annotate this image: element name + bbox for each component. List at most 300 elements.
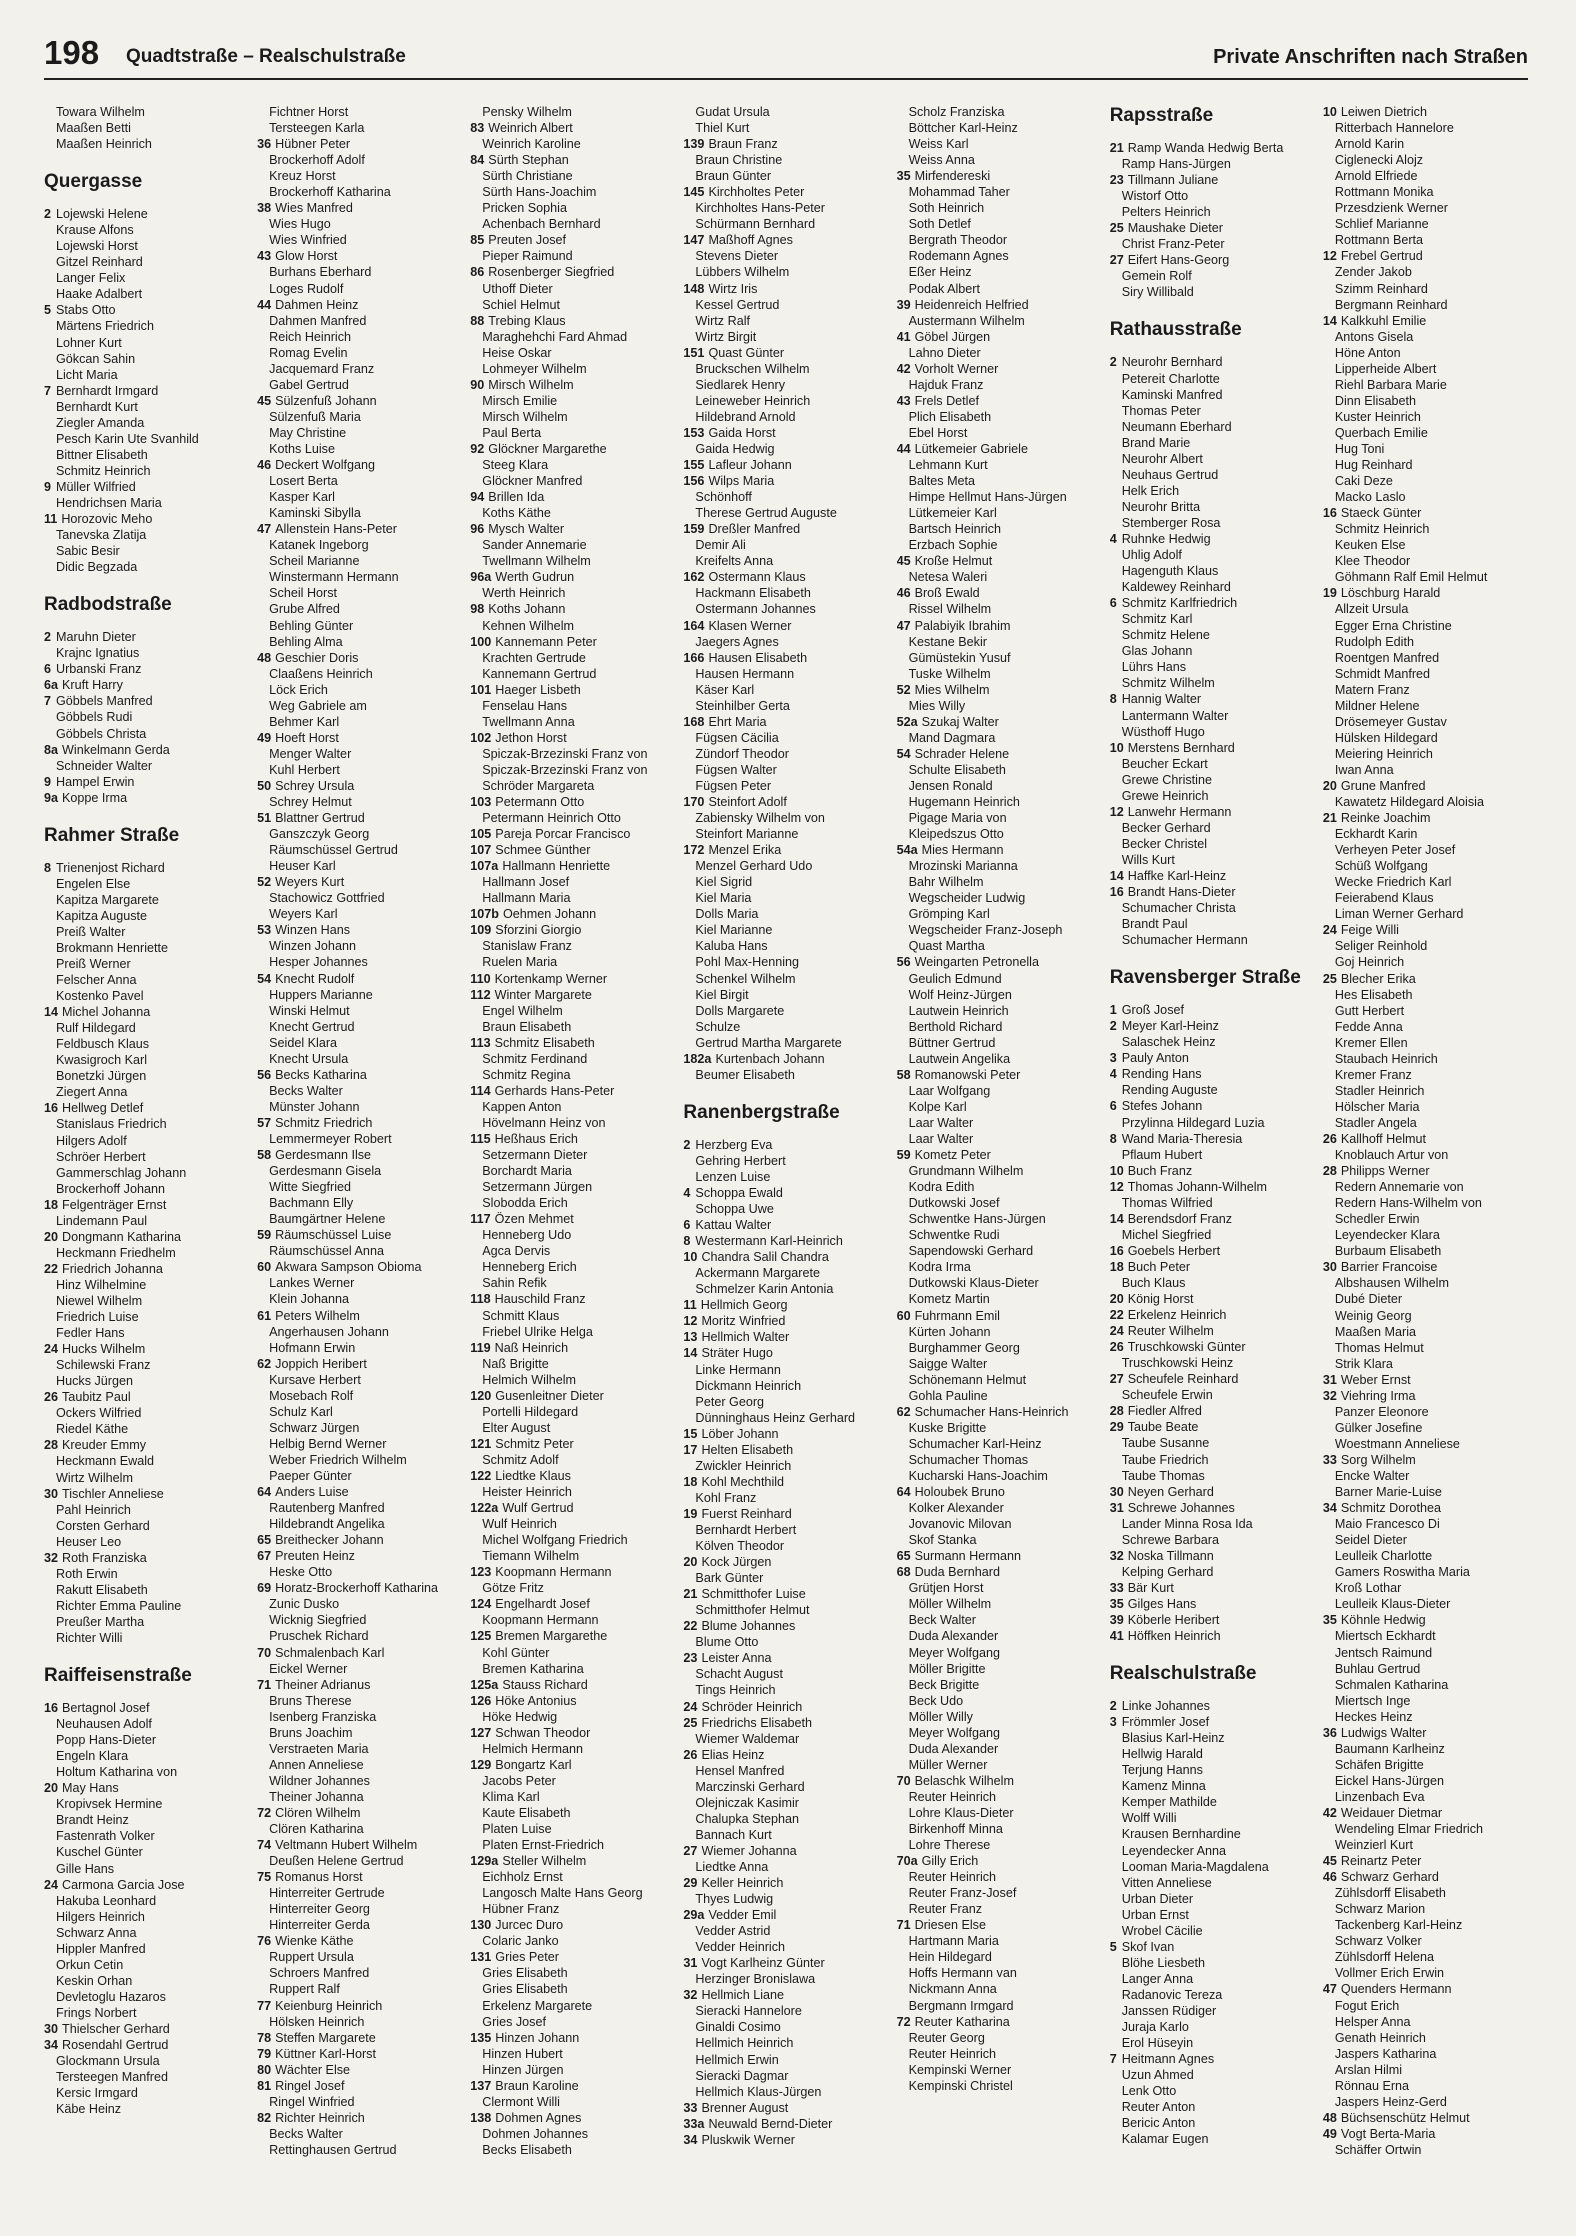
house-number: 30 (44, 2021, 59, 2036)
resident-name: Brenner August (701, 2100, 789, 2115)
house-number: 30 (1109, 1484, 1124, 1499)
resident-name: Kannemann Gertrud (482, 666, 597, 681)
resident-name: Kodra Irma (908, 1260, 971, 1275)
resident-entry (1110, 1891, 1315, 1907)
resident-name: Neurohr Albert (1121, 451, 1203, 466)
resident-name: Winter Margarete (494, 987, 592, 1002)
resident-name: Orkun Cetin (56, 1957, 124, 1972)
resident-name: Palabiyik Ibrahim (914, 618, 1011, 633)
resident-name: Meyer Wolfgang (908, 1725, 1001, 1740)
resident-entry (1323, 1885, 1528, 1901)
resident-name: Reuter Heinrich (908, 1789, 997, 1804)
resident-name: Kreifelts Anna (695, 554, 774, 569)
resident-name: Dutkowski Klaus-Dieter (908, 1276, 1039, 1291)
resident-entry (44, 1020, 249, 1036)
resident-name: Kreuz Horst (269, 169, 336, 184)
resident-name: Göbbels Manfred (56, 694, 153, 709)
resident-entry (257, 441, 462, 457)
resident-name: Wecke Friedrich Karl (1334, 875, 1452, 890)
resident-name: Ringel Josef (275, 2078, 345, 2093)
resident-entry (1323, 120, 1528, 136)
resident-name: Hinterreiter Georg (269, 1902, 370, 1917)
resident-name: Preuten Josef (488, 233, 567, 248)
resident-name: Baumgärtner Helene (269, 1212, 386, 1227)
resident-entry (1110, 499, 1315, 515)
resident-entry (44, 2005, 249, 2021)
resident-name: Thielscher Gerhard (62, 2021, 170, 2036)
resident-entry (470, 1067, 675, 1083)
house-number: 25 (683, 1715, 698, 1730)
resident-name: Schmalen Katharina (1334, 1677, 1449, 1692)
resident-name: Egger Erna Christine (1334, 618, 1452, 633)
resident-name: Vedder Astrid (695, 1924, 771, 1939)
resident-entry (470, 1179, 675, 1195)
resident-entry (44, 1700, 249, 1716)
resident-name: Duda Alexander (908, 1741, 999, 1756)
directory-column-3 (470, 104, 675, 2224)
resident-entry (470, 778, 675, 794)
resident-name: Schwentke Hans-Jürgen (908, 1212, 1046, 1227)
resident-name: Radanovic Tereza (1121, 1987, 1223, 2002)
resident-name: Höke Antonius (495, 1693, 577, 1708)
resident-entry (44, 286, 249, 302)
resident-name: Peters Wilhelm (275, 1308, 360, 1323)
resident-name: Winski Helmut (269, 1003, 350, 1018)
resident-name: Ganszczyk Georg (269, 827, 370, 842)
resident-name: Hampel Erwin (56, 774, 135, 789)
resident-name: Hajduk Franz (908, 377, 984, 392)
house-number: 71 (257, 1677, 272, 1692)
resident-name: Roth Erwin (56, 1566, 118, 1581)
resident-entry (1323, 682, 1528, 698)
resident-name: Kallhoff Helmut (1340, 1132, 1427, 1146)
resident-name: Kaldewey Reinhard (1121, 580, 1231, 595)
resident-name: Berendsdorf Franz (1127, 1211, 1233, 1226)
resident-name: Lanwehr Hermann (1127, 804, 1232, 819)
resident-entry (897, 794, 1102, 810)
resident-name: Koths Luise (269, 441, 335, 456)
resident-entry (1323, 1163, 1528, 1179)
resident-entry (897, 1677, 1102, 1693)
resident-entry (897, 1163, 1102, 1179)
resident-name: Mirfendereski (914, 169, 991, 184)
resident-entry (1323, 698, 1528, 714)
resident-name: Angerhausen Johann (269, 1324, 389, 1339)
resident-entry (683, 794, 888, 810)
resident-name: Wüsthoff Hugo (1121, 724, 1205, 739)
resident-entry (470, 714, 675, 730)
resident-entry (470, 1805, 675, 1821)
resident-name: Kock Jürgen (701, 1555, 772, 1570)
resident-name: Grune Manfred (1340, 778, 1426, 793)
resident-entry (257, 1243, 462, 1259)
resident-entry (683, 1554, 888, 1570)
resident-entry (897, 1965, 1102, 1981)
resident-entry (897, 537, 1102, 553)
resident-entry (897, 585, 1102, 601)
resident-entry (470, 650, 675, 666)
resident-entry (470, 1628, 675, 1644)
house-number: 12 (1109, 1179, 1124, 1194)
resident-name: Sürth Stephan (488, 153, 569, 168)
house-number: 47 (1322, 1982, 1337, 1997)
resident-name: Lohner Kurt (56, 335, 122, 350)
resident-name: Hellweg Detlef (62, 1101, 144, 1116)
resident-entry (257, 971, 462, 987)
resident-name: Wegscheider Ludwig (908, 891, 1026, 906)
resident-entry (1323, 906, 1528, 922)
resident-entry (683, 345, 888, 361)
house-number: 12 (1109, 804, 1124, 819)
resident-name: Broß Ewald (914, 586, 980, 601)
resident-name: Helmich Wilhelm (482, 1372, 577, 1387)
resident-entry (683, 1699, 888, 1715)
house-number: 107 (470, 843, 492, 858)
resident-name: Witte Siegfried (269, 1180, 352, 1195)
house-number: 6a (44, 678, 59, 693)
resident-name: Wolff Willi (1121, 1811, 1177, 1826)
resident-entry (897, 297, 1102, 313)
resident-name: Woestmann Anneliese (1334, 1436, 1460, 1451)
resident-entry (1323, 1436, 1528, 1452)
house-number: 45 (896, 554, 911, 569)
resident-name: Beck Brigitte (908, 1677, 980, 1692)
resident-name: Allzeit Ursula (1334, 602, 1409, 617)
resident-entry (44, 860, 249, 876)
resident-entry (683, 2019, 888, 2035)
resident-name: Dreßler Manfred (708, 522, 801, 537)
resident-entry (44, 1518, 249, 1534)
resident-entry (897, 2078, 1102, 2094)
resident-entry (1110, 1066, 1315, 1082)
resident-name: Märtens Friedrich (56, 319, 154, 334)
resident-name: Urban Ernst (1121, 1907, 1189, 1922)
resident-name: Heckmann Ewald (56, 1454, 154, 1469)
resident-name: Behling Günter (269, 618, 354, 633)
resident-entry (257, 1628, 462, 1644)
resident-entry (1110, 1580, 1315, 1596)
resident-name: Frebel Gertrud (1340, 249, 1423, 264)
resident-name: Hinz Wilhelmine (56, 1277, 147, 1292)
house-number: 124 (470, 1597, 492, 1612)
resident-name: Elias Heinz (701, 1747, 765, 1762)
house-number: 26 (44, 1390, 59, 1405)
resident-entry (683, 842, 888, 858)
resident-name: Hilgers Adolf (56, 1133, 127, 1148)
resident-entry (470, 1436, 675, 1452)
house-number: 6 (1109, 596, 1117, 611)
resident-name: Kurtenbach Johann (715, 1051, 825, 1066)
resident-entry (257, 2110, 462, 2126)
resident-name: Staeck Günter (1340, 506, 1422, 521)
resident-name: Winstermann Hermann (269, 570, 399, 585)
resident-name: Zühlsdorff Helena (1334, 1950, 1435, 1965)
resident-entry (1323, 778, 1528, 794)
house-number: 14 (1109, 868, 1124, 883)
resident-entry (470, 906, 675, 922)
resident-entry (1110, 387, 1315, 403)
resident-name: Annen Anneliese (269, 1757, 364, 1772)
resident-entry (257, 1340, 462, 1356)
resident-entry (470, 2142, 675, 2158)
resident-name: Weyers Kurt (275, 875, 345, 890)
resident-name: Dahmen Heinz (275, 297, 359, 312)
resident-name: Katanek Ingeborg (269, 538, 369, 553)
resident-name: Lahno Dieter (908, 345, 981, 360)
house-number: 113 (470, 1035, 491, 1050)
resident-name: Erkelenz Margarete (482, 1998, 593, 2013)
resident-name: Schmitthofer Luise (701, 1587, 806, 1602)
resident-name: Rosenberger Siegfried (488, 265, 615, 280)
resident-entry (683, 938, 888, 954)
resident-name: Lantermann Walter (1121, 708, 1229, 723)
resident-entry (1110, 884, 1315, 900)
resident-entry (470, 1548, 675, 1564)
resident-entry (897, 393, 1102, 409)
resident-entry (897, 1131, 1102, 1147)
resident-entry (44, 1181, 249, 1197)
resident-name: Schumacher Christa (1121, 901, 1236, 916)
house-number: 162 (683, 570, 705, 585)
resident-name: Jacquemard Franz (269, 361, 375, 376)
resident-name: Twellmann Wilhelm (482, 554, 591, 569)
resident-entry (1323, 890, 1528, 906)
resident-name: Pohl Max-Henning (695, 955, 800, 970)
resident-entry (470, 345, 675, 361)
house-number: 52 (896, 682, 911, 697)
resident-entry (897, 1356, 1102, 1372)
resident-entry (257, 1195, 462, 1211)
resident-entry (1323, 264, 1528, 280)
resident-name: Therese Gertrud Auguste (695, 506, 837, 521)
resident-name: Romanowski Peter (914, 1067, 1021, 1082)
resident-entry (257, 2014, 462, 2030)
resident-name: Weber Friedrich Wilhelm (269, 1452, 407, 1467)
resident-entry (470, 1596, 675, 1612)
resident-entry (1323, 954, 1528, 970)
resident-name: Lipperheide Albert (1334, 361, 1437, 376)
resident-name: Wicknig Siegfried (269, 1613, 367, 1628)
resident-name: Wendeling Elmar Friedrich (1334, 1822, 1483, 1837)
resident-entry (470, 1372, 675, 1388)
resident-name: Roentgen Manfred (1334, 650, 1440, 665)
resident-entry (1110, 1532, 1315, 1548)
resident-name: Bruns Joachim (269, 1725, 353, 1740)
resident-entry (683, 987, 888, 1003)
house-number: 34 (44, 2038, 59, 2053)
resident-name: Ackermann Margarete (695, 1266, 821, 1281)
resident-name: Kodra Edith (908, 1180, 975, 1195)
resident-name: Genath Heinrich (1334, 2030, 1426, 2045)
resident-entry (470, 682, 675, 698)
resident-entry (683, 1987, 888, 2003)
resident-name: Eickel Werner (269, 1661, 348, 1676)
house-number: 168 (683, 714, 705, 729)
resident-name: Kirchholtes Peter (708, 185, 805, 200)
resident-name: Weinig Georg (1334, 1308, 1412, 1323)
resident-name: Siry Willibald (1121, 285, 1194, 300)
resident-entry (1110, 2051, 1315, 2067)
resident-entry (257, 1677, 462, 1693)
resident-name: Slobodda Erich (482, 1196, 568, 1211)
resident-entry (257, 1548, 462, 1564)
resident-name: Arslan Hilmi (1334, 2062, 1403, 2077)
resident-name: Heske Otto (269, 1565, 333, 1580)
resident-name: Kappen Anton (482, 1099, 562, 1114)
resident-entry (1323, 1548, 1528, 1564)
resident-entry (683, 1185, 888, 1201)
resident-name: Rosendahl Gertrud (62, 2038, 169, 2053)
resident-entry (257, 168, 462, 184)
resident-name: Maushake Dieter (1127, 221, 1223, 236)
resident-name: Hallmann Maria (482, 891, 571, 906)
resident-entry (1110, 900, 1315, 916)
resident-entry (470, 1131, 675, 1147)
resident-entry (683, 200, 888, 216)
resident-entry (1110, 1548, 1315, 1564)
resident-name: Tiemann Wilhelm (482, 1549, 580, 1564)
resident-name: Keskin Orhan (56, 1973, 133, 1988)
house-number: 50 (257, 778, 272, 793)
resident-entry (1110, 1762, 1315, 1778)
resident-name: Maaßen Maria (1334, 1324, 1417, 1339)
resident-entry (897, 473, 1102, 489)
resident-name: Kemper Mathilde (1121, 1795, 1217, 1810)
resident-name: Maaßen Betti (56, 121, 131, 136)
resident-name: Petereit Charlotte (1121, 371, 1220, 386)
resident-entry (1110, 284, 1315, 300)
resident-name: Engeln Klara (56, 1749, 129, 1764)
house-number: 145 (683, 185, 705, 200)
resident-entry (257, 1725, 462, 1741)
house-number: 2 (1109, 1699, 1117, 1714)
house-number: 139 (683, 137, 705, 152)
resident-entry (1110, 1147, 1315, 1163)
resident-name: Eßer Heinz (908, 265, 972, 280)
resident-name: Buch Peter (1127, 1259, 1191, 1274)
house-number: 151 (683, 345, 705, 360)
resident-name: Buch Franz (1127, 1163, 1193, 1178)
resident-entry (683, 1442, 888, 1458)
resident-entry (44, 774, 249, 790)
resident-entry (683, 698, 888, 714)
resident-name: Räumschüssel Luise (275, 1228, 392, 1243)
resident-entry (470, 1869, 675, 1885)
resident-name: Klein Johanna (269, 1292, 349, 1307)
resident-entry (44, 908, 249, 924)
resident-name: Gaida Hedwig (695, 441, 775, 456)
street-heading: Rathausstraße (1109, 319, 1242, 341)
resident-entry (1323, 136, 1528, 152)
resident-name: Leulleik Klaus-Dieter (1334, 1597, 1451, 1612)
resident-entry (257, 345, 462, 361)
resident-name: Höne Anton (1334, 345, 1401, 360)
resident-name: Mohammad Taher (908, 185, 1010, 200)
resident-name: Wirtz Iris (708, 281, 758, 296)
resident-entry (257, 1981, 462, 1997)
resident-entry (470, 987, 675, 1003)
resident-name: Gökcan Sahin (56, 351, 136, 366)
resident-entry (683, 1329, 888, 1345)
resident-name: Gille Hans (56, 1861, 115, 1876)
resident-name: Dubé Dieter (1334, 1292, 1403, 1307)
resident-name: Reuter Franz (908, 1902, 983, 1917)
resident-entry (683, 1666, 888, 1682)
resident-entry (683, 2068, 888, 2084)
resident-name: Schrey Ursula (275, 778, 355, 793)
resident-entry (44, 1877, 249, 1893)
resident-name: Ziegler Amanda (56, 415, 145, 430)
house-number: 16 (44, 1101, 59, 1116)
resident-name: Schmitz Friedrich (275, 1115, 373, 1130)
house-number: 35 (1109, 1596, 1124, 1611)
resident-entry (44, 1989, 249, 2005)
resident-name: Mies Wilhelm (914, 682, 990, 697)
house-number: 25 (1322, 971, 1337, 986)
resident-name: Brillen Ida (488, 490, 545, 505)
resident-entry (683, 1249, 888, 1265)
resident-entry (1323, 1051, 1528, 1067)
resident-name: Hinzen Johann (495, 2030, 580, 2045)
resident-name: Keller Heinrich (701, 1876, 784, 1891)
resident-name: Braun Elisabeth (482, 1019, 572, 1034)
resident-entry (683, 890, 888, 906)
resident-entry (1323, 409, 1528, 425)
resident-name: Schoppa Ewald (695, 1186, 783, 1200)
resident-entry (1110, 467, 1315, 483)
resident-entry (897, 281, 1102, 297)
house-number: 123 (470, 1565, 492, 1580)
resident-name: Menger Walter (269, 746, 352, 761)
resident-entry (470, 569, 675, 585)
resident-entry (897, 505, 1102, 521)
resident-entry (470, 1837, 675, 1853)
resident-name: Hallmann Henriette (502, 859, 611, 874)
resident-entry (1323, 1484, 1528, 1500)
resident-entry (257, 569, 462, 585)
house-number: 11 (683, 1298, 697, 1313)
resident-name: Pruschek Richard (269, 1629, 369, 1644)
resident-name: Bartsch Heinrich (908, 522, 1001, 537)
resident-entry (897, 1243, 1102, 1259)
resident-entry (897, 1628, 1102, 1644)
resident-name: Gerdesmann Gisela (269, 1164, 382, 1179)
house-number: 28 (1109, 1404, 1124, 1419)
resident-entry (257, 698, 462, 714)
resident-name: Fügsen Peter (695, 778, 772, 793)
resident-entry (1110, 563, 1315, 579)
resident-name: Herzinger Bronislawa (695, 1972, 816, 1987)
resident-entry (470, 954, 675, 970)
resident-entry (470, 489, 675, 505)
resident-entry (257, 858, 462, 874)
resident-name: Braun Karoline (495, 2078, 579, 2093)
resident-name: Mand Dagmara (908, 730, 996, 745)
resident-entry (897, 922, 1102, 938)
resident-name: Schmalenbach Karl (275, 1645, 385, 1660)
resident-name: Hellmich Klaus-Jürgen (695, 2084, 822, 2099)
resident-entry (1323, 1227, 1528, 1243)
resident-entry (1323, 521, 1528, 537)
resident-entry (1110, 1018, 1315, 1034)
resident-entry (257, 585, 462, 601)
resident-entry (257, 1420, 462, 1436)
house-number: 126 (470, 1693, 492, 1708)
resident-name: Kiel Maria (695, 891, 752, 906)
resident-entry (257, 1532, 462, 1548)
house-number: 36 (1322, 1725, 1337, 1740)
resident-name: Sieracki Hannelore (695, 2004, 802, 2019)
